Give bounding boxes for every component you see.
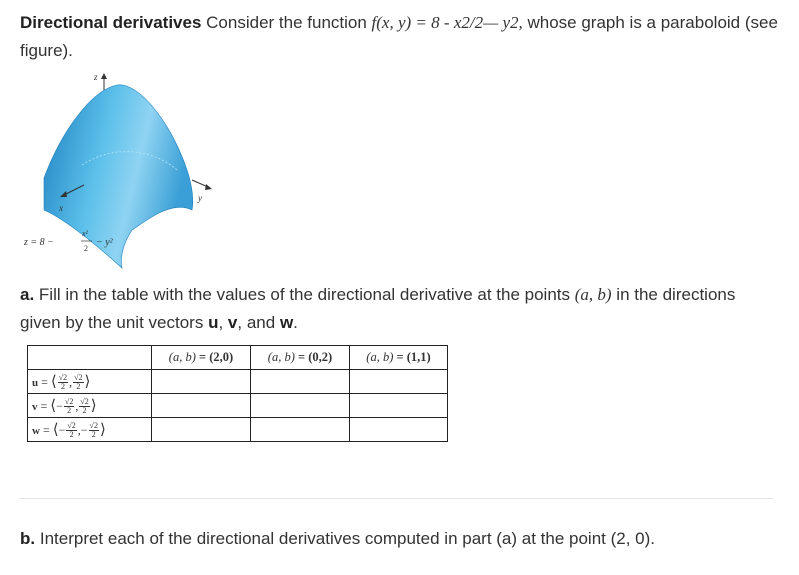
- surface-equation-denominator: 2: [84, 244, 88, 253]
- equals: =: [40, 398, 48, 413]
- close-bracket: ⟩: [84, 373, 91, 390]
- header-point: (2,0): [209, 350, 234, 364]
- and-text: , and: [237, 313, 276, 332]
- surface-equation-right: − y²: [96, 237, 113, 248]
- paraboloid-graph: [22, 70, 222, 270]
- vector-u-label: u: [208, 313, 219, 332]
- y-axis-arrow: [205, 184, 212, 190]
- surface-equation-numerator: x²: [82, 229, 88, 238]
- fraction-1: [64, 398, 74, 415]
- y-axis: [192, 180, 208, 187]
- answer-cell-v-3[interactable]: [350, 394, 448, 418]
- open-bracket: ⟨: [52, 421, 59, 438]
- numerator: √2: [89, 421, 98, 431]
- comma: ,: [75, 398, 79, 413]
- open-bracket: ⟨: [50, 397, 57, 414]
- y-axis-label: y: [198, 193, 202, 203]
- table-row-u: [28, 370, 448, 394]
- header-eq: =: [393, 350, 407, 364]
- z-axis-arrow: [101, 73, 107, 79]
- comma: ,: [77, 422, 81, 437]
- directional-derivative-table: [27, 345, 448, 442]
- vector-name: w: [32, 424, 40, 437]
- surface-equation-left: z = 8 −: [24, 237, 54, 248]
- equals: =: [42, 422, 50, 437]
- part-b-text: Interpret each of the directional derivatives computed in part (a) at the point (2, 0).: [39, 529, 656, 548]
- answer-cell-w-1[interactable]: [152, 418, 251, 442]
- fraction-2: [73, 374, 83, 391]
- table-corner-cell: [28, 346, 152, 370]
- problem-title: Directional derivatives: [20, 13, 202, 32]
- x-axis-label: x: [59, 203, 63, 213]
- vector-name: u: [32, 376, 39, 389]
- part-b-prompt: [20, 527, 780, 551]
- sign-2: −: [80, 422, 88, 437]
- denominator: 2: [67, 406, 72, 416]
- numerator: √2: [58, 373, 68, 383]
- vector-v-cell: [28, 394, 152, 418]
- header-point: (1,1): [406, 350, 431, 364]
- part-a-text: Fill in the table with the values of the directional derivative at the points: [38, 285, 570, 304]
- numerator: √2: [74, 373, 83, 383]
- table-header-row: [28, 346, 448, 370]
- table-row-v: [28, 394, 448, 418]
- equals: =: [41, 374, 48, 389]
- denominator: 2: [60, 382, 65, 392]
- header-point: (0,2): [308, 350, 333, 364]
- open-bracket: ⟨: [50, 373, 57, 390]
- answer-cell-v-2[interactable]: [251, 394, 350, 418]
- column-header-2: [251, 346, 350, 370]
- denominator: 2: [82, 406, 87, 416]
- comma: ,: [69, 374, 73, 389]
- comma: ,: [218, 313, 224, 332]
- intro-text-end: whose graph is a paraboloid (see figure).: [20, 13, 778, 60]
- numerator: √2: [67, 421, 76, 431]
- fraction-2: [79, 398, 89, 415]
- header-ab: (a, b): [168, 350, 196, 364]
- vector-u-cell: [28, 370, 152, 394]
- denominator: 2: [91, 430, 96, 440]
- answer-cell-u-2[interactable]: [251, 370, 350, 394]
- header-ab: (a, b): [366, 350, 394, 364]
- part-a-prompt: [20, 281, 780, 337]
- problem-intro: [20, 9, 780, 65]
- fraction-1: [58, 374, 68, 391]
- part-a-label: a.: [20, 285, 35, 304]
- period: .: [293, 313, 298, 332]
- vector-w-label: w: [279, 313, 294, 332]
- close-bracket: ⟩: [90, 397, 97, 414]
- answer-cell-w-2[interactable]: [251, 418, 350, 442]
- vector-name: v: [32, 400, 38, 413]
- answer-cell-v-1[interactable]: [152, 394, 251, 418]
- part-a-text-2: in the directions given by the unit vectors: [20, 285, 736, 332]
- paraboloid-figure: [22, 70, 222, 270]
- table-row-w: [28, 418, 448, 442]
- close-bracket: ⟩: [99, 421, 106, 438]
- column-header-1: [152, 346, 251, 370]
- part-b-label: b.: [20, 529, 36, 548]
- intro-text: Consider the function: [206, 13, 367, 32]
- z-axis-label: z: [94, 72, 98, 82]
- denominator: 2: [76, 382, 81, 392]
- header-eq: =: [294, 350, 309, 364]
- vector-w-cell: [28, 418, 152, 442]
- denominator: 2: [69, 430, 74, 440]
- header-eq: =: [195, 350, 210, 364]
- fraction-1: [66, 422, 76, 439]
- answer-cell-u-1[interactable]: [152, 370, 251, 394]
- vector-v-label: v: [227, 313, 238, 332]
- paraboloid-surface: [44, 85, 193, 268]
- sign-1: −: [56, 398, 63, 413]
- fraction-2: [89, 422, 99, 439]
- function-expression: f(x, y) = 8 - x2/2— y2,: [371, 13, 523, 32]
- section-divider: [20, 498, 773, 499]
- part-a-points: (a, b): [574, 285, 612, 304]
- sign-1: −: [58, 422, 66, 437]
- numerator: √2: [80, 397, 89, 407]
- answer-cell-u-3[interactable]: [350, 370, 448, 394]
- answer-cell-w-3[interactable]: [350, 418, 448, 442]
- numerator: √2: [64, 397, 74, 407]
- column-header-3: [350, 346, 448, 370]
- header-ab: (a, b): [267, 350, 295, 364]
